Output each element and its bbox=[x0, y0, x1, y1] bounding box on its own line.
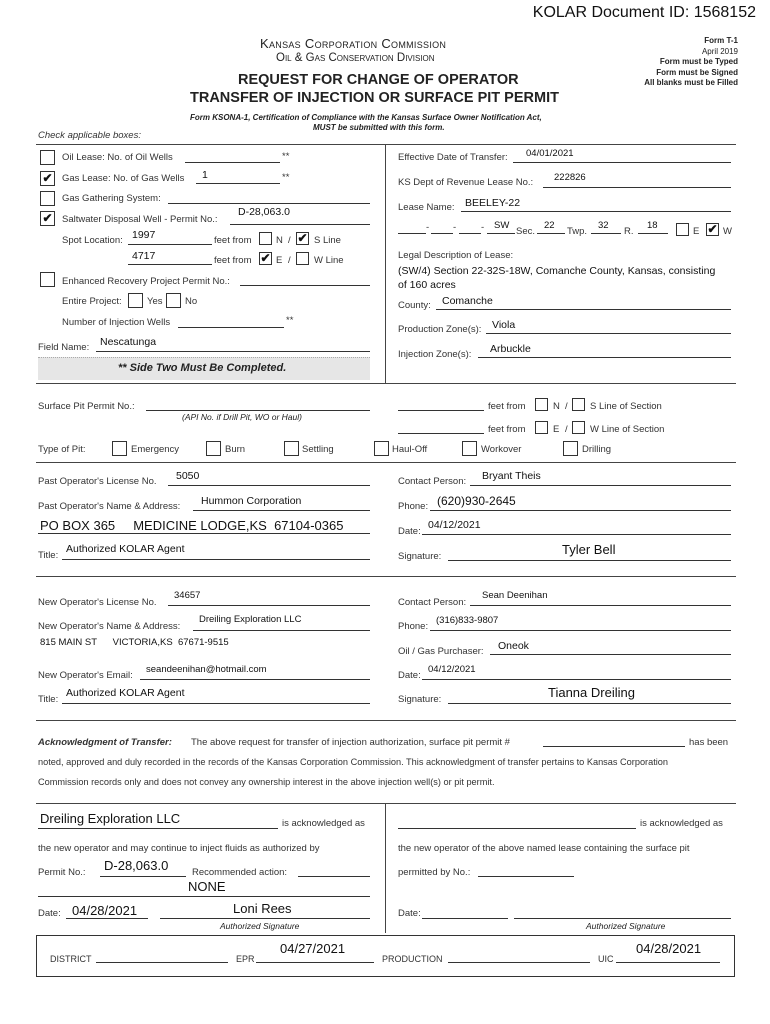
entire-project-yes-label: Yes bbox=[147, 296, 163, 307]
production-zone-label: Production Zone(s): bbox=[398, 324, 482, 335]
county-field[interactable] bbox=[436, 309, 731, 310]
sec-field[interactable] bbox=[537, 233, 565, 234]
new-contact-value: Sean Deenihan bbox=[482, 590, 548, 601]
legal-desc-label: Legal Description of Lease: bbox=[398, 250, 514, 261]
legal-desc-value-1: (SW/4) Section 22-32S-18W, Comanche County, Kansas, consisting bbox=[398, 265, 716, 277]
new-address-value: 815 MAIN ST VICTORIA,KS 67671-9515 bbox=[40, 637, 229, 648]
past-license-label: Past Operator's License No. bbox=[38, 476, 157, 487]
ack-left-signature-value: Loni Rees bbox=[233, 901, 292, 916]
spot1-value: 1997 bbox=[132, 229, 156, 241]
ack-permitted-by-label: permitted by No.: bbox=[398, 867, 471, 878]
pit-haul-off-label: Haul-Off bbox=[392, 444, 428, 455]
twp-label: Twp. bbox=[567, 226, 588, 237]
past-name-field[interactable] bbox=[193, 510, 370, 511]
ack-column-divider bbox=[385, 803, 386, 933]
past-signature-value: Tyler Bell bbox=[562, 542, 616, 557]
ks-dept-field[interactable] bbox=[543, 187, 731, 188]
field-name-label: Field Name: bbox=[38, 342, 90, 353]
new-name-label: New Operator's Name & Address: bbox=[38, 621, 181, 632]
ack-left-auth-sig: Authorized Signature bbox=[220, 921, 300, 931]
spot1-field[interactable] bbox=[128, 244, 212, 245]
entire-project-yes-checkbox[interactable] bbox=[128, 293, 143, 308]
pit-workover-checkbox[interactable] bbox=[462, 441, 477, 456]
range-e-checkbox[interactable] bbox=[676, 223, 689, 236]
enhanced-recovery-label: Enhanced Recovery Project Permit No.: bbox=[62, 276, 230, 287]
purchaser-label: Oil / Gas Purchaser: bbox=[398, 646, 484, 657]
effective-date-field[interactable] bbox=[513, 162, 731, 163]
new-name-value: Dreiling Exploration LLC bbox=[199, 614, 302, 625]
past-phone-field[interactable] bbox=[430, 510, 731, 511]
column-divider bbox=[385, 145, 386, 383]
past-date-value: 04/12/2021 bbox=[428, 519, 481, 531]
qtr-dash-1: - bbox=[426, 222, 430, 233]
production-zone-field[interactable] bbox=[486, 333, 731, 334]
lease-name-field[interactable] bbox=[461, 211, 731, 212]
spot-ns-slash: / bbox=[288, 235, 291, 246]
qtr3-field[interactable] bbox=[459, 233, 481, 234]
section-top-line bbox=[36, 144, 736, 145]
oil-lease-label: Oil Lease: No. of Oil Wells bbox=[62, 152, 173, 163]
past-phone-value: (620)930-2645 bbox=[437, 494, 516, 508]
pit-burn-checkbox[interactable] bbox=[206, 441, 221, 456]
past-phone-label: Phone: bbox=[398, 501, 429, 512]
ack-none-value: NONE bbox=[188, 879, 226, 894]
injection-wells-label: Number of Injection Wells bbox=[62, 317, 171, 328]
gas-gathering-checkbox[interactable] bbox=[40, 191, 55, 206]
spot-s-checkbox[interactable]: ✔ bbox=[297, 231, 308, 245]
spot1-feet-from: feet from bbox=[214, 235, 252, 246]
spot-s-label: S Line bbox=[314, 235, 341, 246]
injection-zone-label: Injection Zone(s): bbox=[398, 349, 472, 360]
sec-value: 22 bbox=[544, 220, 555, 231]
pit-ew-feet-field[interactable] bbox=[398, 433, 484, 434]
ack-date-field[interactable] bbox=[66, 918, 148, 919]
ack-right-text: the new operator of the above named lease containing the surface pit bbox=[398, 843, 690, 854]
twp-value: 32 bbox=[598, 220, 609, 231]
ack-left-text: the new operator and may continue to inject fluids as authorized by bbox=[38, 843, 320, 854]
qtr-dash-2: - bbox=[453, 222, 457, 233]
new-contact-label: Contact Person: bbox=[398, 597, 467, 608]
ack-recommended-field-2[interactable] bbox=[38, 896, 370, 897]
past-license-field[interactable] bbox=[168, 485, 370, 486]
ack-text-3: Commission records only and does not convey any ownership interest in the above injection well(s) or pit permit. bbox=[38, 777, 495, 787]
field-name-value: Nescatunga bbox=[100, 336, 157, 348]
ksona-note-2: MUST be submitted with this form. bbox=[313, 123, 445, 132]
enhanced-recovery-checkbox[interactable] bbox=[40, 272, 55, 287]
qtr-value: SW bbox=[494, 220, 510, 231]
ack-date-label: Date: bbox=[38, 908, 61, 919]
new-license-field[interactable] bbox=[168, 605, 370, 606]
section-divider-5 bbox=[36, 803, 736, 804]
purchaser-field[interactable] bbox=[490, 654, 731, 655]
range-w-checkbox[interactable]: ✔ bbox=[707, 222, 718, 236]
qtr1-field[interactable] bbox=[398, 233, 426, 234]
ack-right-name-field[interactable] bbox=[398, 828, 636, 829]
gas-gathering-field[interactable] bbox=[168, 203, 370, 204]
ks-dept-value: 222826 bbox=[554, 172, 586, 183]
swd-label: Saltwater Disposal Well - Permit No.: bbox=[62, 214, 218, 225]
uic-date-value: 04/28/2021 bbox=[636, 941, 702, 956]
gas-wells-value: 1 bbox=[202, 169, 208, 181]
uic-label: UIC bbox=[598, 954, 614, 964]
past-title-value: Authorized KOLAR Agent bbox=[66, 543, 185, 555]
injection-zone-field[interactable] bbox=[478, 357, 731, 358]
ack-date-value: 04/28/2021 bbox=[72, 903, 138, 918]
new-title-field[interactable] bbox=[62, 703, 370, 704]
ksona-note-1: Form KSONA-1, Certification of Compliance with the Kansas Surface Owner Notification Act, bbox=[190, 113, 542, 122]
ack-permit-field[interactable] bbox=[100, 876, 186, 877]
section-divider-3 bbox=[36, 576, 736, 577]
qtr4-field[interactable] bbox=[487, 233, 515, 234]
effective-date-value: 04/01/2021 bbox=[526, 148, 574, 159]
pit-w-label: W Line of Section bbox=[590, 424, 665, 435]
meta-typed: Form must be Typed bbox=[659, 57, 738, 66]
spot-e-label: E bbox=[276, 255, 283, 266]
ack-left-name-field[interactable] bbox=[38, 828, 278, 829]
sec-label: Sec. bbox=[516, 226, 536, 237]
district-label: DISTRICT bbox=[50, 954, 92, 964]
field-name-field[interactable] bbox=[96, 351, 370, 352]
ack-recommended-label: Recommended action: bbox=[192, 867, 288, 878]
meta-signed: Form must be Signed bbox=[656, 67, 738, 77]
ack-text-2: noted, approved and duly recorded in the records of the Kansas Corporation Commission. This acknowledgment of transfer pertains to Kansas Corporation bbox=[38, 757, 669, 767]
agency-name: Kansas Corporation Commission bbox=[260, 36, 447, 51]
gas-wells-asterisks: ** bbox=[282, 172, 290, 183]
legal-desc-value-2: of 160 acres bbox=[398, 279, 456, 291]
entire-project-no-label: No bbox=[185, 296, 198, 307]
production-label: PRODUCTION bbox=[382, 954, 443, 964]
api-note: (API No. if Drill Pit, WO or Haul) bbox=[182, 412, 302, 422]
entire-project-no-checkbox[interactable] bbox=[166, 293, 181, 308]
production-field[interactable] bbox=[448, 962, 590, 963]
past-address-field[interactable] bbox=[38, 533, 370, 534]
oil-lease-checkbox[interactable] bbox=[40, 150, 55, 165]
injection-wells-asterisks: ** bbox=[286, 315, 294, 326]
ack-right-is-acknowledged: is acknowledged as bbox=[640, 818, 723, 829]
pit-drilling-label: Drilling bbox=[582, 444, 612, 455]
effective-date-label: Effective Date of Transfer: bbox=[398, 152, 508, 163]
spot-w-label: W Line bbox=[314, 255, 344, 266]
new-date-field[interactable] bbox=[422, 679, 731, 680]
past-date-label: Date: bbox=[398, 526, 421, 537]
epr-field[interactable] bbox=[256, 962, 374, 963]
spot-e-checkbox[interactable]: ✔ bbox=[260, 251, 271, 265]
production-zone-value: Viola bbox=[492, 319, 516, 331]
ack-left-is-acknowledged: is acknowledged as bbox=[282, 818, 365, 829]
lease-name-label: Lease Name: bbox=[398, 202, 455, 213]
purchaser-value: Oneok bbox=[498, 640, 529, 652]
spot-ew-slash: / bbox=[288, 255, 291, 266]
ack-permit-label: Permit No.: bbox=[38, 867, 86, 878]
gas-lease-checkbox[interactable]: ✔ bbox=[40, 171, 55, 186]
pit-ew-slash: / bbox=[565, 424, 568, 435]
gas-wells-field[interactable] bbox=[196, 183, 280, 184]
division-name: Oil & Gas Conservation Division bbox=[276, 52, 435, 64]
injection-wells-field[interactable] bbox=[178, 327, 284, 328]
qtr2-field[interactable] bbox=[431, 233, 453, 234]
past-name-label: Past Operator's Name & Address: bbox=[38, 501, 181, 512]
spot2-field[interactable] bbox=[128, 264, 212, 265]
pit-e-label: E bbox=[553, 424, 560, 435]
ack-right-auth-sig: Authorized Signature bbox=[586, 921, 666, 931]
new-date-value: 04/12/2021 bbox=[428, 664, 476, 675]
spot-location-label: Spot Location: bbox=[62, 235, 123, 246]
new-name-field[interactable] bbox=[193, 630, 370, 631]
section-divider-2 bbox=[36, 462, 736, 463]
past-date-field[interactable] bbox=[422, 534, 731, 535]
section-divider-1 bbox=[36, 383, 736, 384]
oil-wells-field[interactable] bbox=[185, 162, 280, 163]
epr-date-value: 04/27/2021 bbox=[280, 941, 346, 956]
past-title-label: Title: bbox=[38, 550, 59, 561]
side-two-text: ** Side Two Must Be Completed. bbox=[118, 362, 287, 374]
form-date: April 2019 bbox=[701, 46, 738, 56]
ack-permit-value: D-28,063.0 bbox=[104, 858, 169, 873]
new-email-label: New Operator's Email: bbox=[38, 670, 133, 681]
pit-settling-label: Settling bbox=[302, 444, 334, 455]
pit-drilling-checkbox[interactable] bbox=[563, 441, 578, 456]
ack-has-been: has been bbox=[689, 737, 729, 748]
oil-wells-asterisks: ** bbox=[282, 151, 290, 162]
spot-n-label: N bbox=[276, 235, 283, 246]
swd-permit-value: D-28,063.0 bbox=[238, 206, 290, 218]
ack-permitted-by-field[interactable] bbox=[478, 876, 574, 877]
ack-text-1: The above request for transfer of injection authorization, surface pit permit # bbox=[191, 737, 510, 748]
document-id: KOLAR Document ID: 1568152 bbox=[532, 4, 756, 21]
new-signature-value: Tianna Dreiling bbox=[548, 685, 635, 700]
past-name-value: Hummon Corporation bbox=[201, 495, 302, 507]
entire-project-label: Entire Project: bbox=[62, 296, 122, 307]
twp-field[interactable] bbox=[591, 233, 621, 234]
ack-recommended-field[interactable] bbox=[298, 876, 370, 877]
lease-name-value: BEELEY-22 bbox=[465, 197, 521, 209]
new-signature-label: Signature: bbox=[398, 694, 442, 705]
county-value: Comanche bbox=[442, 295, 493, 307]
type-of-pit-label: Type of Pit: bbox=[38, 444, 86, 455]
meta-filled: All blanks must be Filled bbox=[644, 78, 738, 87]
qtr-dash-3: - bbox=[481, 222, 485, 233]
range-e-label: E bbox=[693, 226, 700, 237]
pit-s-label: S Line of Section bbox=[590, 401, 662, 412]
past-title-field[interactable] bbox=[62, 559, 370, 560]
form-meta bbox=[644, 36, 738, 89]
pit-settling-checkbox[interactable] bbox=[284, 441, 299, 456]
past-contact-label: Contact Person: bbox=[398, 476, 467, 487]
pit-ns-feet-from: feet from bbox=[488, 401, 526, 412]
epr-label: EPR bbox=[236, 954, 255, 964]
spot-w-checkbox[interactable] bbox=[296, 252, 309, 265]
spot-n-checkbox[interactable] bbox=[259, 232, 272, 245]
pit-n-checkbox[interactable] bbox=[535, 398, 548, 411]
gas-lease-label: Gas Lease: No. of Gas Wells bbox=[62, 173, 185, 184]
uic-field[interactable] bbox=[616, 962, 720, 963]
pit-ns-slash: / bbox=[565, 401, 568, 412]
form-title-2: TRANSFER OF INJECTION OR SURFACE PIT PERMIT bbox=[190, 90, 559, 106]
past-signature-label: Signature: bbox=[398, 551, 442, 562]
range-field[interactable] bbox=[638, 233, 668, 234]
pit-ew-feet-from: feet from bbox=[488, 424, 526, 435]
new-license-label: New Operator's License No. bbox=[38, 597, 157, 608]
range-w-label: W bbox=[723, 226, 732, 237]
new-title-value: Authorized KOLAR Agent bbox=[66, 687, 185, 699]
pit-workover-label: Workover bbox=[481, 444, 522, 455]
spot2-value: 4717 bbox=[132, 250, 156, 262]
form-number: Form T-1 bbox=[704, 36, 738, 45]
new-signature-field[interactable] bbox=[448, 703, 731, 704]
pit-burn-label: Burn bbox=[225, 444, 246, 455]
ks-dept-label: KS Dept of Revenue Lease No.: bbox=[398, 177, 534, 188]
spot2-feet-from: feet from bbox=[214, 255, 252, 266]
new-license-value: 34657 bbox=[174, 590, 201, 601]
pit-emergency-checkbox[interactable] bbox=[112, 441, 127, 456]
ack-right-date-field[interactable] bbox=[422, 918, 508, 919]
injection-zone-value: Arbuckle bbox=[490, 343, 531, 355]
district-field[interactable] bbox=[96, 962, 228, 963]
pit-emergency-label: Emergency bbox=[131, 444, 180, 455]
swd-permit-field[interactable] bbox=[230, 224, 370, 225]
pit-e-checkbox[interactable] bbox=[535, 421, 548, 434]
pit-haul-off-checkbox[interactable] bbox=[374, 441, 389, 456]
gas-gathering-label: Gas Gathering System: bbox=[62, 193, 161, 204]
pit-n-label: N bbox=[553, 401, 560, 412]
new-phone-field[interactable] bbox=[430, 630, 731, 631]
pit-s-checkbox[interactable] bbox=[572, 398, 585, 411]
swd-checkbox[interactable]: ✔ bbox=[40, 211, 55, 226]
pit-permit-label: Surface Pit Permit No.: bbox=[38, 401, 135, 412]
past-license-value: 5050 bbox=[176, 470, 200, 482]
ack-pit-permit-field[interactable] bbox=[543, 746, 685, 747]
range-label: R. bbox=[624, 226, 634, 237]
ack-left-name-value: Dreiling Exploration LLC bbox=[40, 811, 181, 826]
past-contact-value: Bryant Theis bbox=[482, 470, 541, 482]
ack-heading: Acknowledgment of Transfer: bbox=[38, 737, 172, 748]
new-phone-label: Phone: bbox=[398, 621, 429, 632]
past-signature-field[interactable] bbox=[448, 560, 731, 561]
past-contact-field[interactable] bbox=[470, 485, 731, 486]
new-date-label: Date: bbox=[398, 670, 421, 681]
pit-ns-feet-field[interactable] bbox=[398, 410, 484, 411]
form-title-1: REQUEST FOR CHANGE OF OPERATOR bbox=[238, 72, 519, 88]
check-boxes-label: Check applicable boxes: bbox=[38, 130, 141, 141]
enhanced-recovery-field[interactable] bbox=[240, 285, 370, 286]
county-label: County: bbox=[398, 300, 431, 311]
new-email-value: seandeenihan@hotmail.com bbox=[146, 664, 267, 675]
new-contact-field[interactable] bbox=[470, 605, 731, 606]
new-phone-value: (316)833-9807 bbox=[436, 615, 499, 626]
past-address-value: PO BOX 365 MEDICINE LODGE,KS 67104-0365 bbox=[40, 518, 344, 533]
new-email-field[interactable] bbox=[140, 679, 370, 680]
range-value: 18 bbox=[647, 220, 658, 231]
ack-right-date-label: Date: bbox=[398, 908, 421, 919]
ack-right-signature-field[interactable] bbox=[514, 918, 731, 919]
ack-left-signature-field[interactable] bbox=[160, 918, 370, 919]
new-title-label: Title: bbox=[38, 694, 59, 705]
pit-permit-field[interactable] bbox=[146, 410, 370, 411]
section-divider-4 bbox=[36, 720, 736, 721]
pit-w-checkbox[interactable] bbox=[572, 421, 585, 434]
